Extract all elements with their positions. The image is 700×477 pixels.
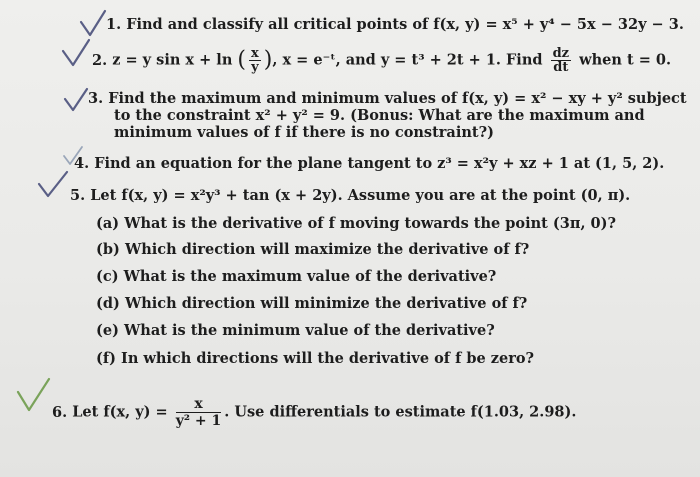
problem-text: Let f(x, y) = x²y³ + tan (x + 2y). Assume you are at the point (0, π).	[90, 187, 631, 204]
part-text: What is the derivative of f moving towards the point (3π, 0)?	[124, 215, 617, 232]
part-label: (a)	[96, 215, 120, 232]
checkmark-icon	[14, 376, 52, 414]
problem-text: z = y sin x + ln	[112, 51, 233, 69]
problem-6	[52, 396, 576, 429]
problem-number: 6.	[52, 403, 68, 421]
problem-text: Find the maximum and minimum values of f(x, y) = x² − xy + y² subject	[108, 90, 687, 107]
part-text: Which direction will maximize the derivative of f?	[124, 241, 530, 258]
checkmark-icon	[60, 38, 92, 68]
problem-number: 2.	[92, 51, 108, 69]
checkmark-icon	[36, 170, 70, 200]
problem-1	[106, 16, 684, 34]
problem-5e	[96, 322, 495, 340]
problem-3-line-2: to the constraint x² + y² = 9. (Bonus: What are the maximum and	[114, 107, 645, 124]
fraction: $\frac{x}{y}$	[251, 46, 259, 75]
part-text: Which direction will minimize the derivative of f?	[124, 295, 528, 312]
problem-5a	[96, 215, 616, 233]
part-label: (b)	[96, 241, 120, 258]
problem-5	[70, 187, 630, 205]
problem-4	[74, 155, 664, 173]
problem-5d	[96, 295, 527, 313]
problem-5c	[96, 268, 496, 286]
problem-text: Let f(x, y) =	[72, 403, 168, 421]
part-text: What is the minimum value of the derivative?	[124, 322, 495, 339]
checkmark-icon	[62, 86, 90, 114]
problem-text: when t = 0.	[579, 51, 672, 69]
derivative-fraction: $\frac{dz}{dt}$	[552, 46, 570, 75]
problem-text: . Use differentials to estimate f(1.03, 2.98).	[224, 403, 577, 421]
checkmark-icon	[78, 8, 108, 38]
part-text: What is the maximum value of the derivative?	[123, 268, 497, 285]
problem-number: 1.	[106, 16, 122, 33]
problem-5f	[96, 350, 534, 368]
problem-number: 3.	[88, 90, 104, 107]
problem-3	[88, 90, 687, 108]
part-label: (f)	[96, 350, 116, 367]
problem-number: 4.	[74, 155, 90, 172]
part-label: (c)	[96, 268, 119, 285]
part-label: (d)	[96, 295, 120, 312]
part-text: In which directions will the derivative of f be zero?	[121, 350, 535, 367]
problem-5b	[96, 241, 529, 259]
part-label: (e)	[96, 322, 119, 339]
problem-2: 2. z = y sin x + ln ( $\frac{x}{y}$ ), x = e⁻ᵗ, and y = t³ + 2t + 1. Find $\frac{dz}{dt}$ when t = 0.	[92, 46, 672, 75]
problem-text: , x = e⁻ᵗ, and y = t³ + 2t + 1. Find	[272, 51, 543, 69]
problem-text: Find an equation for the plane tangent to z³ = x²y + xz + 1 at (1, 5, 2).	[94, 155, 665, 172]
problem-3-line-3: minimum values of f if there is no constraint?)	[114, 124, 494, 141]
problem-number: 5.	[70, 187, 86, 204]
problem-text: Find and classify all critical points of f(x, y) = x⁵ + y⁴ − 5x − 32y − 3.	[126, 16, 684, 33]
fraction: $\frac{x}{\text{y² + 1}}$	[175, 396, 222, 429]
